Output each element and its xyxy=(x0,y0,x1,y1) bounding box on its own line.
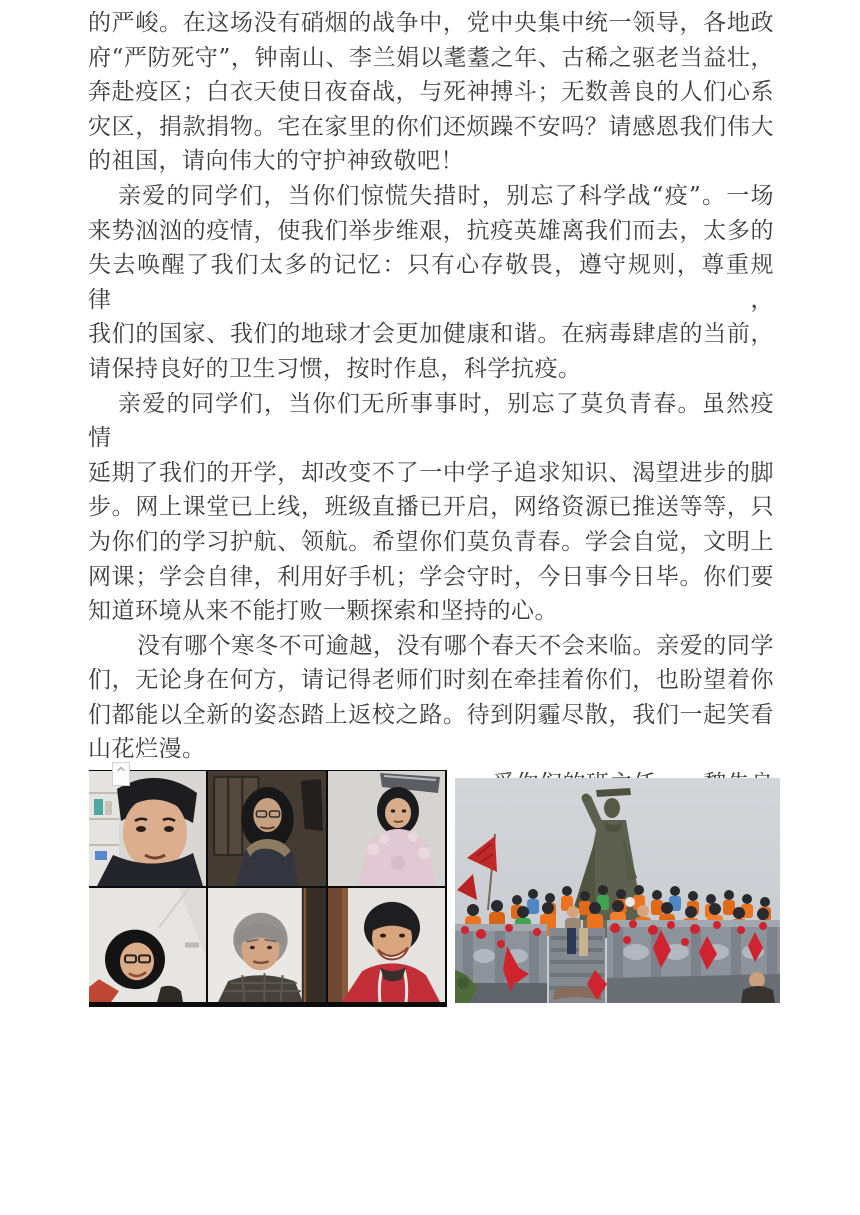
letter-line: 请保持良好的卫生习惯，按时作息，科学抗疫。 xyxy=(88,355,582,382)
online-class-video-grid-photo xyxy=(89,766,447,1007)
letter-line: 亲爱的同学们，当你们无所事事时，别忘了莫负青春。虽然疫情 xyxy=(88,390,774,452)
letter-line: 亲爱的同学们，当你们惊慌失措时，别忘了科学战“疫”。一场 xyxy=(118,182,774,209)
video-participant-3 xyxy=(328,771,445,886)
letter-line: 灾区，捐款捐物。宅在家里的你们还烦躁不安吗？请感恩我们伟大 xyxy=(88,113,774,140)
stone-railing xyxy=(455,920,780,1003)
letter-line: 延期了我们的开学，却改变不了一中学子追求知识、渴望进步的脚 xyxy=(88,459,774,486)
letter-line: 为你们的学习护航、领航。希望你们莫负青春。学会自觉，文明上 xyxy=(88,528,774,555)
letter-line: 府“严防死守”，钟南山、李兰娟以耄耋之年、古稀之驱老当益壮， xyxy=(88,44,774,71)
letter-line: 的祖国，请向伟大的守护神致敬吧！ xyxy=(88,148,464,175)
letter-line: 我们的国家、我们的地球才会更加健康和谐。在病毒肆虐的当前， xyxy=(88,321,774,348)
video-participant-6 xyxy=(328,888,445,1002)
letter-line: 们，无论身在何方，请记得老师们时刻在牵挂着你们，也盼望着你 xyxy=(88,667,774,694)
paragraph xyxy=(88,629,774,767)
collapse-chevron-icon: ^ xyxy=(112,762,130,786)
participant-4-illustration xyxy=(89,888,206,1002)
letter-line: 失去唤醒了我们太多的记忆：只有心存敬畏，遵守规则，尊重规律， xyxy=(88,252,774,313)
letter-line: 步。网上课堂已上线，班级直播已开启，网络资源已推送等等，只 xyxy=(88,494,774,521)
paragraph xyxy=(88,179,774,387)
participant-6-illustration xyxy=(328,888,445,1002)
participant-1-illustration xyxy=(89,771,206,886)
video-participant-2 xyxy=(208,771,326,886)
letter-line: 来势汹汹的疫情，使我们举步维艰，抗疫英雄离我们而去，太多的 xyxy=(88,217,774,244)
participant-2-illustration xyxy=(208,771,326,886)
letter-line: 们都能以全新的姿态踏上返校之路。待到阴霾尽散，我们一起笑看 xyxy=(88,701,774,728)
video-participant-1 xyxy=(89,771,206,886)
paragraph xyxy=(88,6,774,179)
letter-line: 没有哪个寒冬不可逾越，没有哪个春天不会来临。亲爱的同学 xyxy=(137,632,774,659)
letter-line: 奔赴疫区；白衣天使日夜奋战，与死神搏斗；无数善良的人们心系 xyxy=(88,79,774,106)
letter-line: 网课；学会自律，利用好手机；学会守时，今日事今日毕。你们要 xyxy=(88,563,774,590)
letter-line: 知道环境从来不能打败一颗探索和坚持的心。 xyxy=(88,598,558,625)
letter-line: 山花烂漫。 xyxy=(88,736,206,763)
participant-3-illustration xyxy=(328,771,445,886)
video-participant-5 xyxy=(208,888,326,1002)
group-photo-illustration xyxy=(455,778,780,1003)
students-statue-group-photo xyxy=(455,778,780,1003)
letter-body xyxy=(88,6,774,836)
participant-5-illustration xyxy=(208,888,326,1002)
letter-line: 的严峻。在这场没有硝烟的战争中，党中央集中统一领导，各地政 xyxy=(88,10,774,36)
video-participant-4 xyxy=(89,888,206,1002)
paragraph xyxy=(88,387,774,629)
